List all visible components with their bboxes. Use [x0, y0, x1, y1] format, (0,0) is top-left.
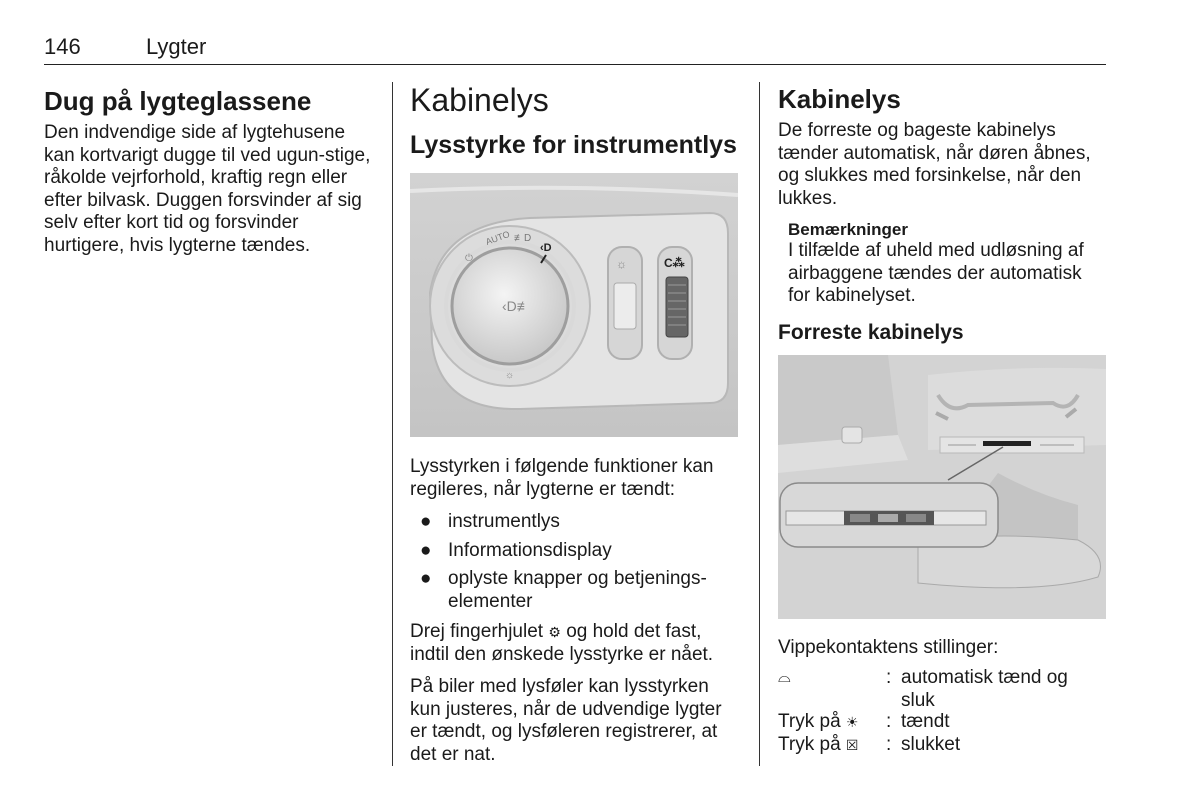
brightness-list — [410, 511, 740, 613]
brightness-intro: Lysstyrken i følgende funktioner kan regileres, når lygterne er tændt: — [410, 456, 714, 500]
list-item: ● oplyste knapper og betjenings-elementer — [420, 568, 707, 612]
svg-text:‹D: ‹D — [540, 242, 552, 254]
column-2 — [410, 82, 740, 160]
list-item: ● Informationsdisplay — [420, 539, 612, 561]
bullet-icon: ● — [420, 568, 432, 589]
position-row-on: Tryk på ☀ : tændt — [778, 711, 950, 732]
svg-text:⏻: ⏻ — [465, 253, 473, 264]
light-off-icon: ☒ — [845, 737, 859, 753]
section-title: Lygter — [146, 34, 207, 59]
page-number: 146 — [44, 34, 81, 59]
front-light-heading: Forreste kabinelys — [778, 320, 964, 344]
svg-text:☼: ☼ — [505, 370, 515, 381]
column-2-body — [410, 456, 740, 776]
svg-text:☼: ☼ — [616, 257, 627, 271]
column-divider-2 — [759, 82, 760, 766]
position-row-off: Tryk på ☒ : slukket — [778, 734, 961, 755]
light-switch-figure — [410, 173, 738, 437]
subheading-instrument: Lysstyrke for instrumentlys — [410, 131, 737, 159]
light-switch-illustration — [410, 173, 738, 437]
header-rule — [44, 64, 1106, 65]
interior-light-heading: Kabinelys — [778, 84, 901, 114]
thumbwheel-paragraph: Drej fingerhjulet ⚙ og hold det fast, indtil den ønskede lysstyrke er nået. — [410, 621, 714, 665]
thumbwheel-icon: ⚙ — [548, 624, 561, 640]
chapter-heading: Kabinelys — [410, 82, 549, 118]
column-divider-1 — [392, 82, 393, 766]
list-item: ● instrumentlys — [420, 511, 560, 532]
front-light-figure — [778, 355, 1106, 619]
note-title: Bemærkninger — [788, 220, 908, 239]
door-icon: ⌓ — [778, 669, 791, 686]
svg-text:C⁂: C⁂ — [664, 256, 685, 270]
column-1 — [44, 86, 374, 267]
switch-auto-label: AUTO — [484, 228, 512, 247]
svg-text:≢D: ≢D — [514, 233, 532, 244]
note-body: I tilfælde af uheld med udløsning af airbaggene tændes der automatisk for kabinelyset. — [788, 240, 1084, 306]
light-on-icon: ☀ — [845, 714, 859, 730]
fog-paragraph: Den indvendige side af lygtehusene kan kortvarigt dugge til ved ugun-stige, råkolde vejrforhold, kraftig regn eller efter bilvask. Duggen forsvinder af sig selv efter kort tid og forsvinder hurtigere, hvis lygterne tændes. — [44, 122, 371, 256]
bullet-icon: ● — [420, 539, 432, 561]
svg-text:‹D≢: ‹D≢ — [502, 298, 531, 314]
positions-intro: Vippekontaktens stillinger: — [778, 637, 999, 658]
interior-light-paragraph: De forreste og bageste kabinelys tænder automatisk, når døren åbnes, og slukkes med forsinkelse, når den lukkes. — [778, 120, 1091, 209]
front-light-illustration — [778, 355, 1106, 619]
section-heading-fog: Dug på lygteglassene — [44, 86, 312, 116]
bullet-icon: ● — [420, 511, 432, 532]
light-sensor-paragraph: På biler med lysføler kan lysstyrken kun justeres, når de udvendige lygter er tændt, og lysføleren registrerer, at det er nat. — [410, 676, 722, 765]
column-3 — [778, 84, 1108, 346]
position-row-auto: ⌓ : automatisk tænd og sluk — [778, 667, 1068, 711]
